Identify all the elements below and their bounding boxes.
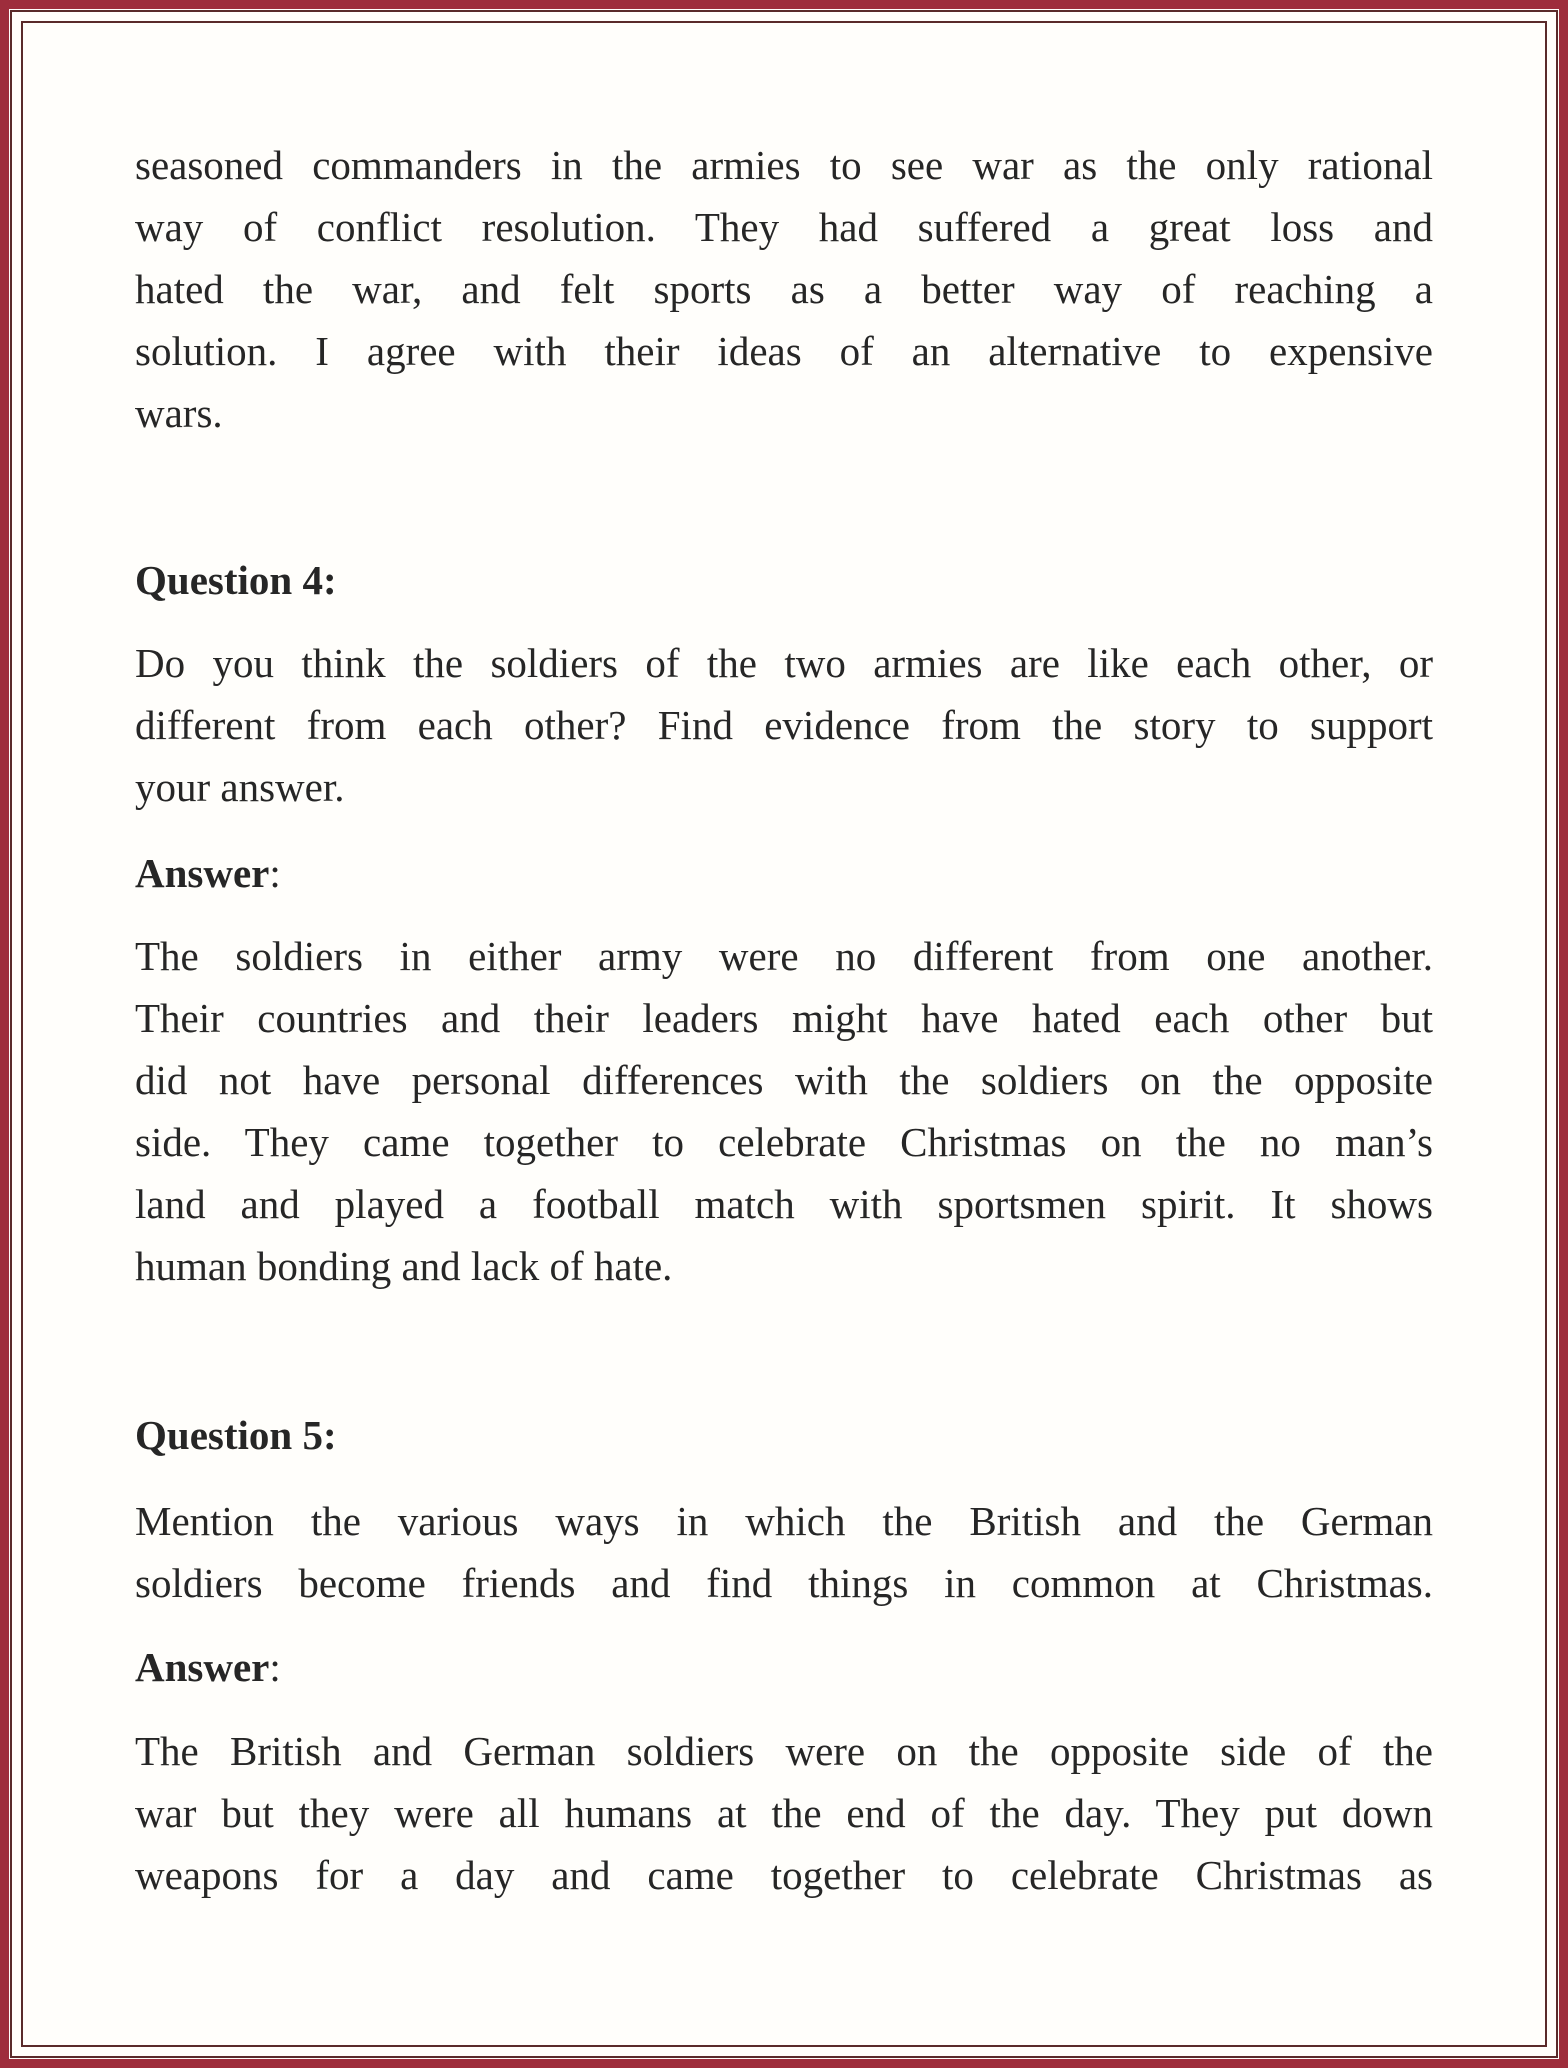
- text-line: side. They came together to celebrate Christmas on the no man’s: [135, 1119, 1433, 1165]
- text-line: weapons for a day and came together to celebrate Christmas as: [135, 1852, 1433, 1898]
- question-4-heading: Question 4:: [135, 557, 337, 603]
- text-line: The soldiers in either army were no different from one another.: [135, 933, 1433, 979]
- question-4-text: [135, 632, 1433, 818]
- question-4-answer-label: [135, 842, 1433, 904]
- text-line: your answer.: [135, 764, 345, 810]
- text-line: wars.: [135, 390, 223, 436]
- answer-colon: :: [269, 850, 281, 896]
- text-line: Do you think the soldiers of the two armies are like each other, or: [135, 640, 1433, 686]
- question-5-answer-label: [135, 1636, 1433, 1698]
- question-5-text: [135, 1490, 1433, 1614]
- text-line: war but they were all humans at the end of the day. They put down: [135, 1790, 1433, 1836]
- answer-label: Answer: [135, 850, 270, 896]
- answer-colon: :: [269, 1644, 281, 1690]
- text-line: did not have personal differences with the soldiers on the opposite: [135, 1057, 1433, 1103]
- text-line: land and played a football match with sportsmen spirit. It shows: [135, 1181, 1433, 1227]
- question-5-heading: Question 5:: [135, 1412, 337, 1458]
- text-line: hated the war, and felt sports as a better way of reaching a: [135, 266, 1433, 312]
- text-line: seasoned commanders in the armies to see war as the only rational: [135, 142, 1433, 188]
- text-line: solution. I agree with their ideas of an alternative to expensive: [135, 328, 1433, 374]
- text-line: Mention the various ways in which the British and the German: [135, 1498, 1433, 1544]
- text-line: way of conflict resolution. They had suffered a great loss and: [135, 204, 1433, 250]
- question-4-answer: [135, 925, 1433, 1297]
- intro-paragraph: [135, 134, 1433, 444]
- text-line: different from each other? Find evidence from the story to support: [135, 702, 1433, 748]
- question-5-answer: [135, 1720, 1433, 1906]
- text-line: Their countries and their leaders might have hated each other but: [135, 995, 1433, 1041]
- text-line: human bonding and lack of hate.: [135, 1243, 673, 1289]
- answer-label: Answer: [135, 1644, 270, 1690]
- text-line: soldiers become friends and find things in common at Christmas.: [135, 1560, 1433, 1606]
- text-line: The British and German soldiers were on the opposite side of the: [135, 1728, 1433, 1774]
